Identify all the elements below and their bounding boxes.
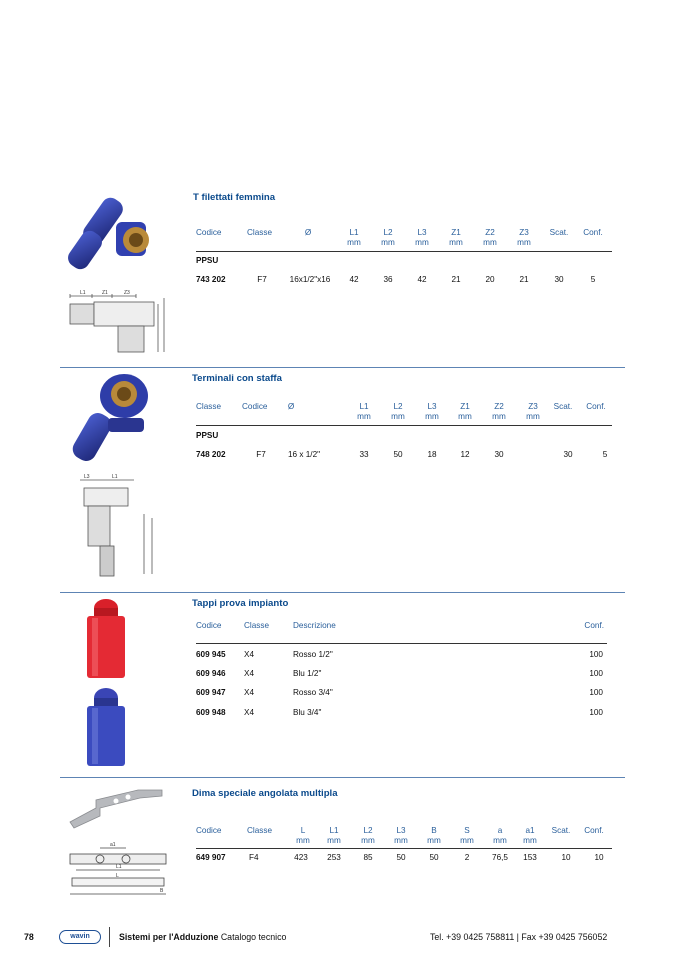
header-rule xyxy=(196,848,612,849)
section-divider xyxy=(60,367,625,368)
cell-l1: 33 xyxy=(359,450,369,459)
wavin-logo: wavin xyxy=(59,930,101,944)
section-title-t-filettati: T filettati femmina xyxy=(193,192,276,203)
svg-text:L: L xyxy=(116,873,119,879)
cell-conf: 5 xyxy=(602,450,608,459)
tee-technical-drawing xyxy=(66,290,168,358)
cell-z1: 21 xyxy=(451,275,461,284)
cell-l2: 85 xyxy=(363,853,373,862)
svg-text:B: B xyxy=(160,888,164,894)
section-title-terminali: Terminali con staffa xyxy=(192,373,282,384)
col-header: Conf. xyxy=(586,402,606,411)
cell-classe: F7 xyxy=(257,275,267,284)
svg-text:L3: L3 xyxy=(84,474,90,480)
cell-z3: 21 xyxy=(519,275,529,284)
cell-scat: 30 xyxy=(563,450,573,459)
mounting-bracket-photo xyxy=(66,786,166,834)
col-header: Codice xyxy=(196,621,222,630)
cell-descrizione: Rosso 1/2" xyxy=(293,650,333,659)
col-header: B mm xyxy=(427,826,441,845)
cell-l2: 36 xyxy=(383,275,393,284)
col-header: L1 mm xyxy=(347,228,361,247)
contact-info: Tel. +39 0425 758811 | Fax +39 0425 756052 xyxy=(430,932,608,942)
cell-l: 423 xyxy=(294,853,308,862)
cell-descrizione: Blu 1/2" xyxy=(293,669,322,678)
cell-classe: F4 xyxy=(249,853,259,862)
col-header: L3 mm xyxy=(425,402,439,421)
cell-conf: 5 xyxy=(590,275,596,284)
cell-z2: 30 xyxy=(494,450,504,459)
cell-descrizione: Rosso 3/4" xyxy=(293,688,333,697)
cell-conf: 100 xyxy=(589,669,603,678)
col-header: Z1 mm xyxy=(458,402,472,421)
col-header: a mm xyxy=(493,826,507,845)
tee-fitting-photo xyxy=(66,190,158,282)
cell-z1: 12 xyxy=(460,450,470,459)
svg-text:a1: a1 xyxy=(110,842,116,848)
col-header: Z3 mm xyxy=(517,228,531,247)
cell-l1: 253 xyxy=(327,853,341,862)
cell-l3: 50 xyxy=(396,853,406,862)
col-header: Classe xyxy=(247,826,273,835)
header-rule xyxy=(196,425,612,426)
col-header: L2 mm xyxy=(361,826,375,845)
header-rule xyxy=(196,251,612,252)
cell-l3: 42 xyxy=(417,275,427,284)
svg-text:Z3: Z3 xyxy=(124,290,130,296)
section-divider xyxy=(60,592,625,593)
cell-classe: F7 xyxy=(256,450,266,459)
cell-classe: X4 xyxy=(244,708,255,717)
cell-codice: 609 948 xyxy=(196,708,226,717)
col-header: Conf. xyxy=(583,228,603,237)
cell-a: 76,5 xyxy=(492,853,508,862)
col-header: L2 mm xyxy=(381,228,395,247)
wall-terminal-photo xyxy=(70,372,160,468)
cell-z2: 20 xyxy=(485,275,495,284)
section-title-tappi: Tappi prova impianto xyxy=(192,598,289,609)
col-header: Descrizione xyxy=(293,621,336,630)
col-header: Ø xyxy=(304,228,312,237)
cell-s: 2 xyxy=(464,853,470,862)
bracket-technical-drawing xyxy=(66,838,172,900)
col-header: Classe xyxy=(247,228,273,237)
svg-text:Z1: Z1 xyxy=(102,290,108,296)
page-number: 78 xyxy=(24,932,34,942)
catalog-title: Sistemi per l'Adduzione Catalogo tecnico xyxy=(119,932,287,942)
col-header: Scat. xyxy=(551,826,571,835)
group-label: PPSU xyxy=(196,431,219,440)
cell-conf: 10 xyxy=(594,853,604,862)
col-header: Codice xyxy=(196,826,222,835)
svg-text:L1: L1 xyxy=(112,474,118,480)
col-header: Codice xyxy=(196,228,222,237)
col-header: Ø xyxy=(287,402,295,411)
col-header: L1 mm xyxy=(357,402,371,421)
col-header: Classe xyxy=(196,402,222,411)
group-label: PPSU xyxy=(196,256,219,265)
cell-descrizione: Blu 3/4" xyxy=(293,708,322,717)
col-header: Conf. xyxy=(584,826,604,835)
cell-l3: 18 xyxy=(427,450,437,459)
col-header: a1 mm xyxy=(523,826,537,845)
col-header: Scat. xyxy=(553,402,573,411)
cell-l1: 42 xyxy=(349,275,359,284)
col-header: Codice xyxy=(242,402,268,411)
red-test-cap-photo xyxy=(84,598,128,684)
col-header: S mm xyxy=(460,826,474,845)
cell-classe: X4 xyxy=(244,669,255,678)
col-header: L3 mm xyxy=(415,228,429,247)
cell-codice: 609 947 xyxy=(196,688,226,697)
cell-conf: 100 xyxy=(589,688,603,697)
svg-text:L1: L1 xyxy=(116,864,122,870)
cell-scat: 30 xyxy=(554,275,564,284)
col-header: Scat. xyxy=(549,228,569,237)
cell-codice: 748 202 xyxy=(196,450,226,459)
col-header: Z2 mm xyxy=(492,402,506,421)
cell-diam: 16x1/2"x16 xyxy=(289,275,331,284)
cell-classe: X4 xyxy=(244,650,255,659)
footer-separator xyxy=(109,927,110,947)
cell-codice: 649 907 xyxy=(196,853,226,862)
section-title-dima: Dima speciale angolata multipla xyxy=(192,788,338,799)
cell-conf: 100 xyxy=(589,650,603,659)
col-header: L mm xyxy=(296,826,310,845)
section-divider xyxy=(60,777,625,778)
col-header: L3 mm xyxy=(394,826,408,845)
col-header: Classe xyxy=(244,621,270,630)
col-header: Z1 mm xyxy=(449,228,463,247)
cell-diam: 16 x 1/2" xyxy=(288,450,321,459)
col-header: Conf. xyxy=(584,621,604,630)
blue-test-cap-photo xyxy=(84,686,128,772)
col-header: L2 mm xyxy=(391,402,405,421)
col-header: Z3 mm xyxy=(526,402,540,421)
cell-codice: 609 945 xyxy=(196,650,226,659)
cell-codice: 743 202 xyxy=(196,275,226,284)
wall-terminal-technical-drawing xyxy=(74,474,156,582)
cell-conf: 100 xyxy=(589,708,603,717)
col-header: Z2 mm xyxy=(483,228,497,247)
header-rule xyxy=(196,643,607,644)
cell-codice: 609 946 xyxy=(196,669,226,678)
cell-scat: 10 xyxy=(561,853,571,862)
cell-classe: X4 xyxy=(244,688,255,697)
cell-b: 50 xyxy=(429,853,439,862)
col-header: L1 mm xyxy=(327,826,341,845)
cell-a1: 153 xyxy=(523,853,537,862)
svg-text:L1: L1 xyxy=(80,290,86,296)
cell-l2: 50 xyxy=(393,450,403,459)
